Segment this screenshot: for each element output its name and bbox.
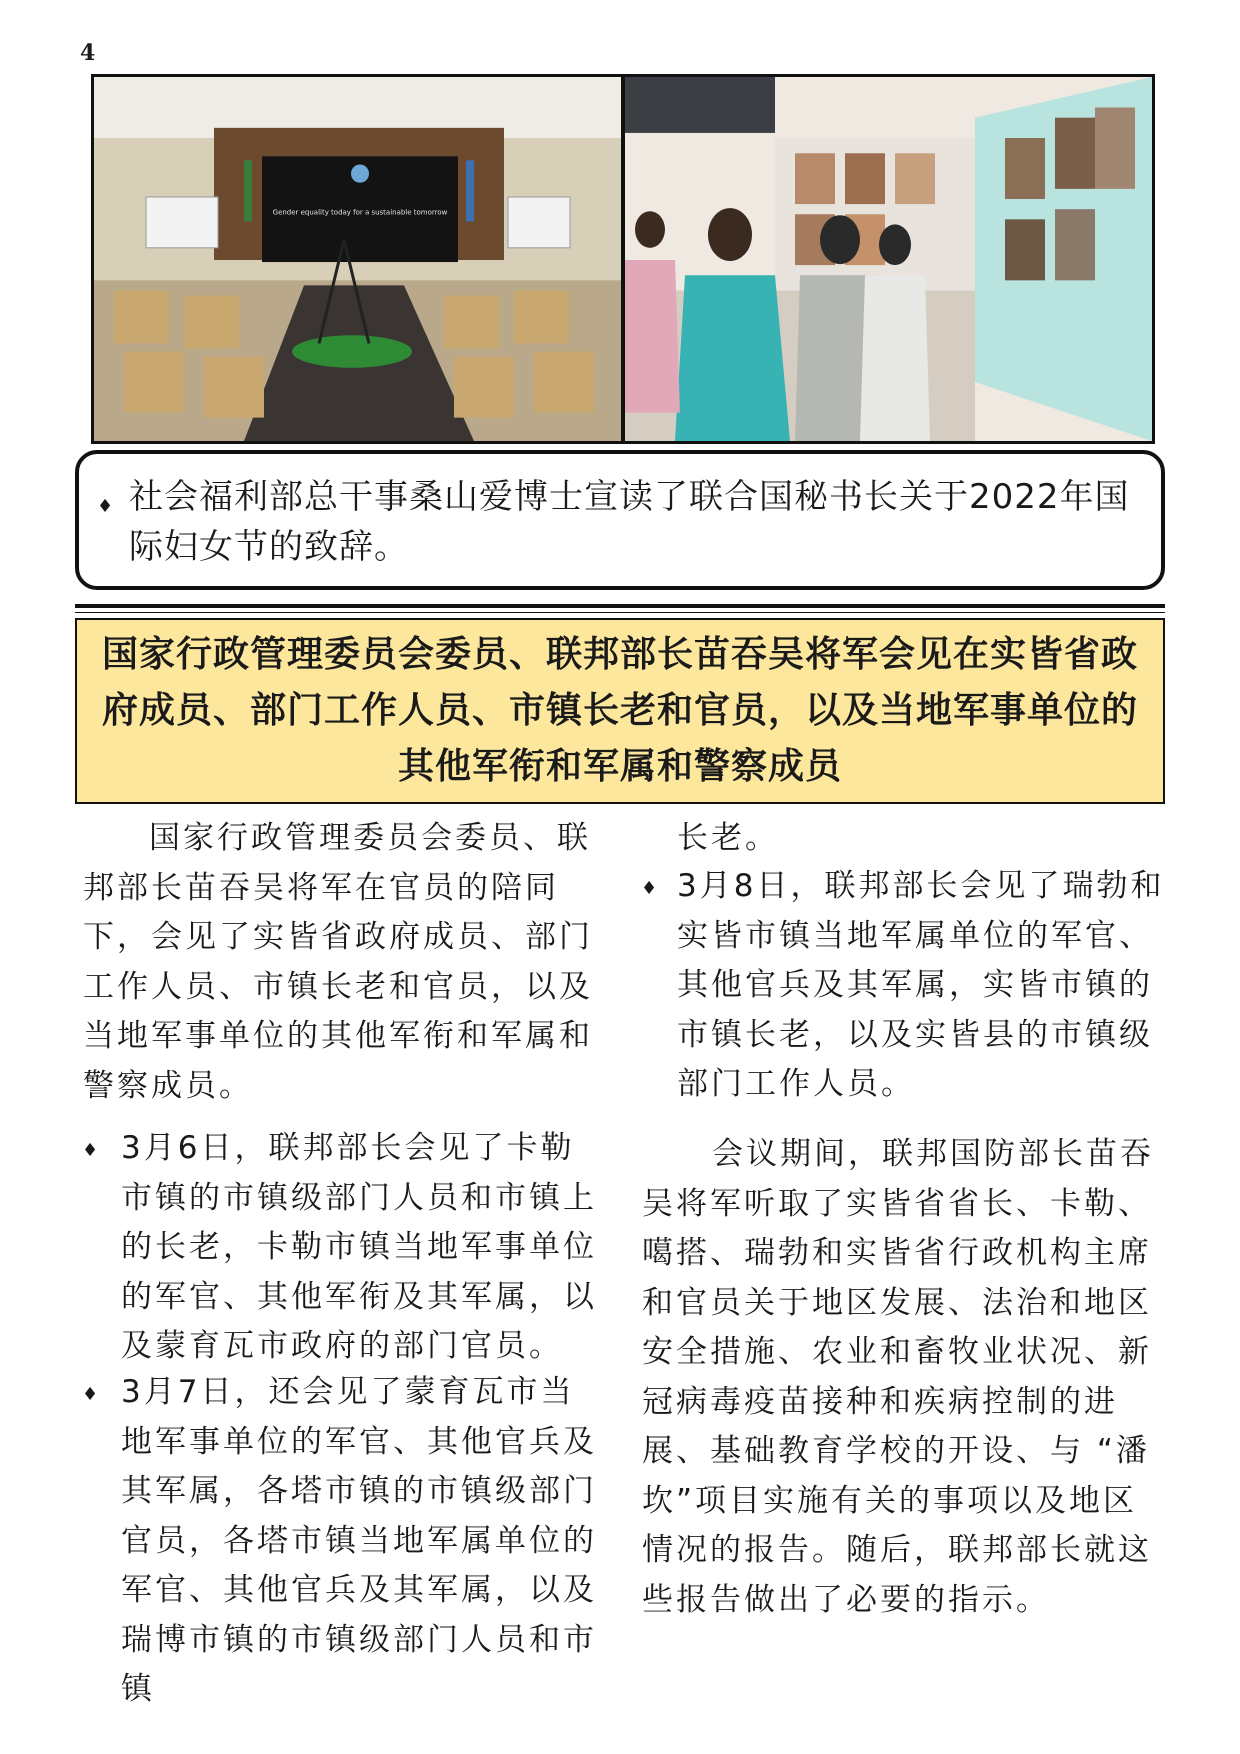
headline-box xyxy=(75,618,1165,804)
page-number: 4 xyxy=(80,40,96,66)
bullet-diamond-icon: ♦ xyxy=(641,878,658,899)
bullet-march-6: 3月6日，联邦部长会见了卡勒市镇的市镇级部门人员和市镇上的长老，卡勒市镇当地军事单位的军官、其他军衔及其军属，以及蒙育瓦市政府的部门官员。 xyxy=(121,1130,597,1364)
screen-slogan: Gender equality today for a sustainable tomorrow xyxy=(272,207,448,217)
bullet-march-8: 3月8日，联邦部长会见了瑞勃和实皆市镇当地军属单位的军官、其他官兵及其军属，实皆市镇的市镇长老，以及实皆县的市镇级部门工作人员。 xyxy=(677,868,1165,1102)
exhibition-illustration xyxy=(625,77,1152,441)
bullet-diamond-icon: ♦ xyxy=(97,496,114,517)
article-closing-paragraph: 会议期间，联邦国防部长苗吞吴将军听取了实皆省省长、卡勒、噶搭、瑞勃和实皆省行政机构主席和官员关于地区发展、法治和地区安全措施、农业和畜牧业状况、新冠病毒疫苗接种和疾病控制的进展、基础教育学校的开设、与 “潘坎”项目实施有关的事项以及地区情况的报告。随后，联邦部长就这些报告做出了必要的指示。 xyxy=(642,1136,1154,1618)
photo-strip xyxy=(91,74,1155,444)
photo-caption-box xyxy=(75,450,1165,590)
photo-exhibition xyxy=(625,77,1152,441)
bullet-march-7-continued: 长老。 xyxy=(677,820,779,856)
meeting-hall-illustration xyxy=(94,77,621,441)
bullet-diamond-icon: ♦ xyxy=(82,1140,99,1161)
article-headline: 国家行政管理委员会委员、联邦部长苗吞吴将军会见在实皆省政府成员、部门工作人员、市镇长老和官员，以及当地军事单位的其他军衔和军属和警察成员 xyxy=(101,634,1138,787)
section-divider-thick xyxy=(75,604,1165,608)
article-intro-paragraph: 国家行政管理委员会委员、联邦部长苗吞吴将军在官员的陪同下，会见了实皆省政府成员、部门工作人员、市镇长老和官员，以及当地军事单位的其他军衔和军属和警察成员。 xyxy=(83,820,593,1104)
section-divider-thin xyxy=(75,612,1165,613)
bullet-march-7: 3月7日，还会见了蒙育瓦市当地军事单位的军官、其他官兵及其军属，各塔市镇的市镇级部门官员，各塔市镇当地军属单位的军官、其他官兵及其军属，以及瑞博市镇的市镇级部门人员和市镇 xyxy=(121,1374,597,1707)
photo-meeting-hall xyxy=(94,77,625,441)
bullet-diamond-icon: ♦ xyxy=(82,1384,99,1405)
photo-caption: 社会福利部总干事桑山爱博士宣读了联合国秘书长关于2022年国际妇女节的致辞。 xyxy=(129,477,1130,567)
